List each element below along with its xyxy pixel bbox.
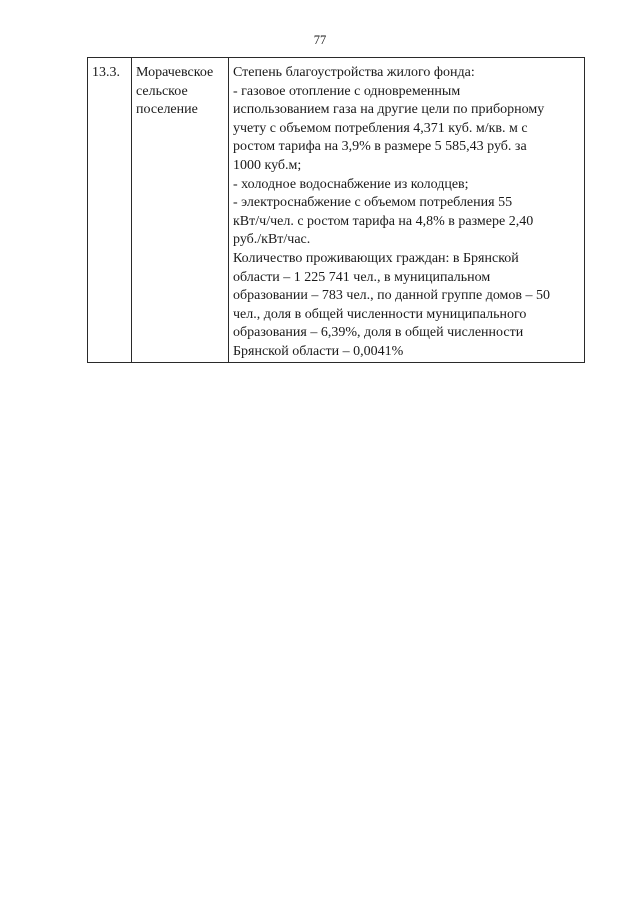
row-number-cell xyxy=(88,58,132,363)
description-line: учету с объемом потребления 4,371 куб. м/кв. м с xyxy=(233,120,528,136)
description-line: чел., доля в общей численности муниципального xyxy=(233,306,527,322)
row-number: 13.3. xyxy=(92,65,120,80)
settlement-line: Морачевское xyxy=(136,65,214,80)
description-line: использованием газа на другие цели по приборному xyxy=(233,102,545,118)
page-number: 77 xyxy=(313,33,327,47)
description-line: области – 1 225 741 чел., в муниципальном xyxy=(233,269,491,285)
description-heading: Степень благоустройства жилого фонда: xyxy=(233,65,475,80)
table-row xyxy=(88,58,585,363)
description-line: кВт/ч/чел. с ростом тарифа на 4,8% в размере 2,40 xyxy=(233,213,534,229)
settlement-line: поселение xyxy=(136,102,198,118)
description-line: 1000 куб.м; xyxy=(233,157,302,173)
description-line: руб./кВт/час. xyxy=(233,232,311,248)
description-line: - газовое отопление с одновременным xyxy=(233,83,461,99)
description-line: ростом тарифа на 3,9% в размере 5 585,43 руб. за xyxy=(233,139,527,155)
settlement-cell xyxy=(132,58,229,363)
housing-table xyxy=(87,57,585,363)
description-line: Количество проживающих граждан: в Брянской xyxy=(233,250,519,266)
settlement-line: сельское xyxy=(136,83,188,99)
description-line: образовании – 783 чел., по данной группе домов – 50 xyxy=(233,288,551,304)
description-cell xyxy=(229,58,585,363)
description-line: образования – 6,39%, доля в общей численности xyxy=(233,325,524,341)
description-line: - холодное водоснабжение из колодцев; xyxy=(233,176,469,192)
description-line: Брянской области – 0,0041% xyxy=(233,343,404,359)
description-line: - электроснабжение с объемом потребления 55 xyxy=(233,195,513,211)
